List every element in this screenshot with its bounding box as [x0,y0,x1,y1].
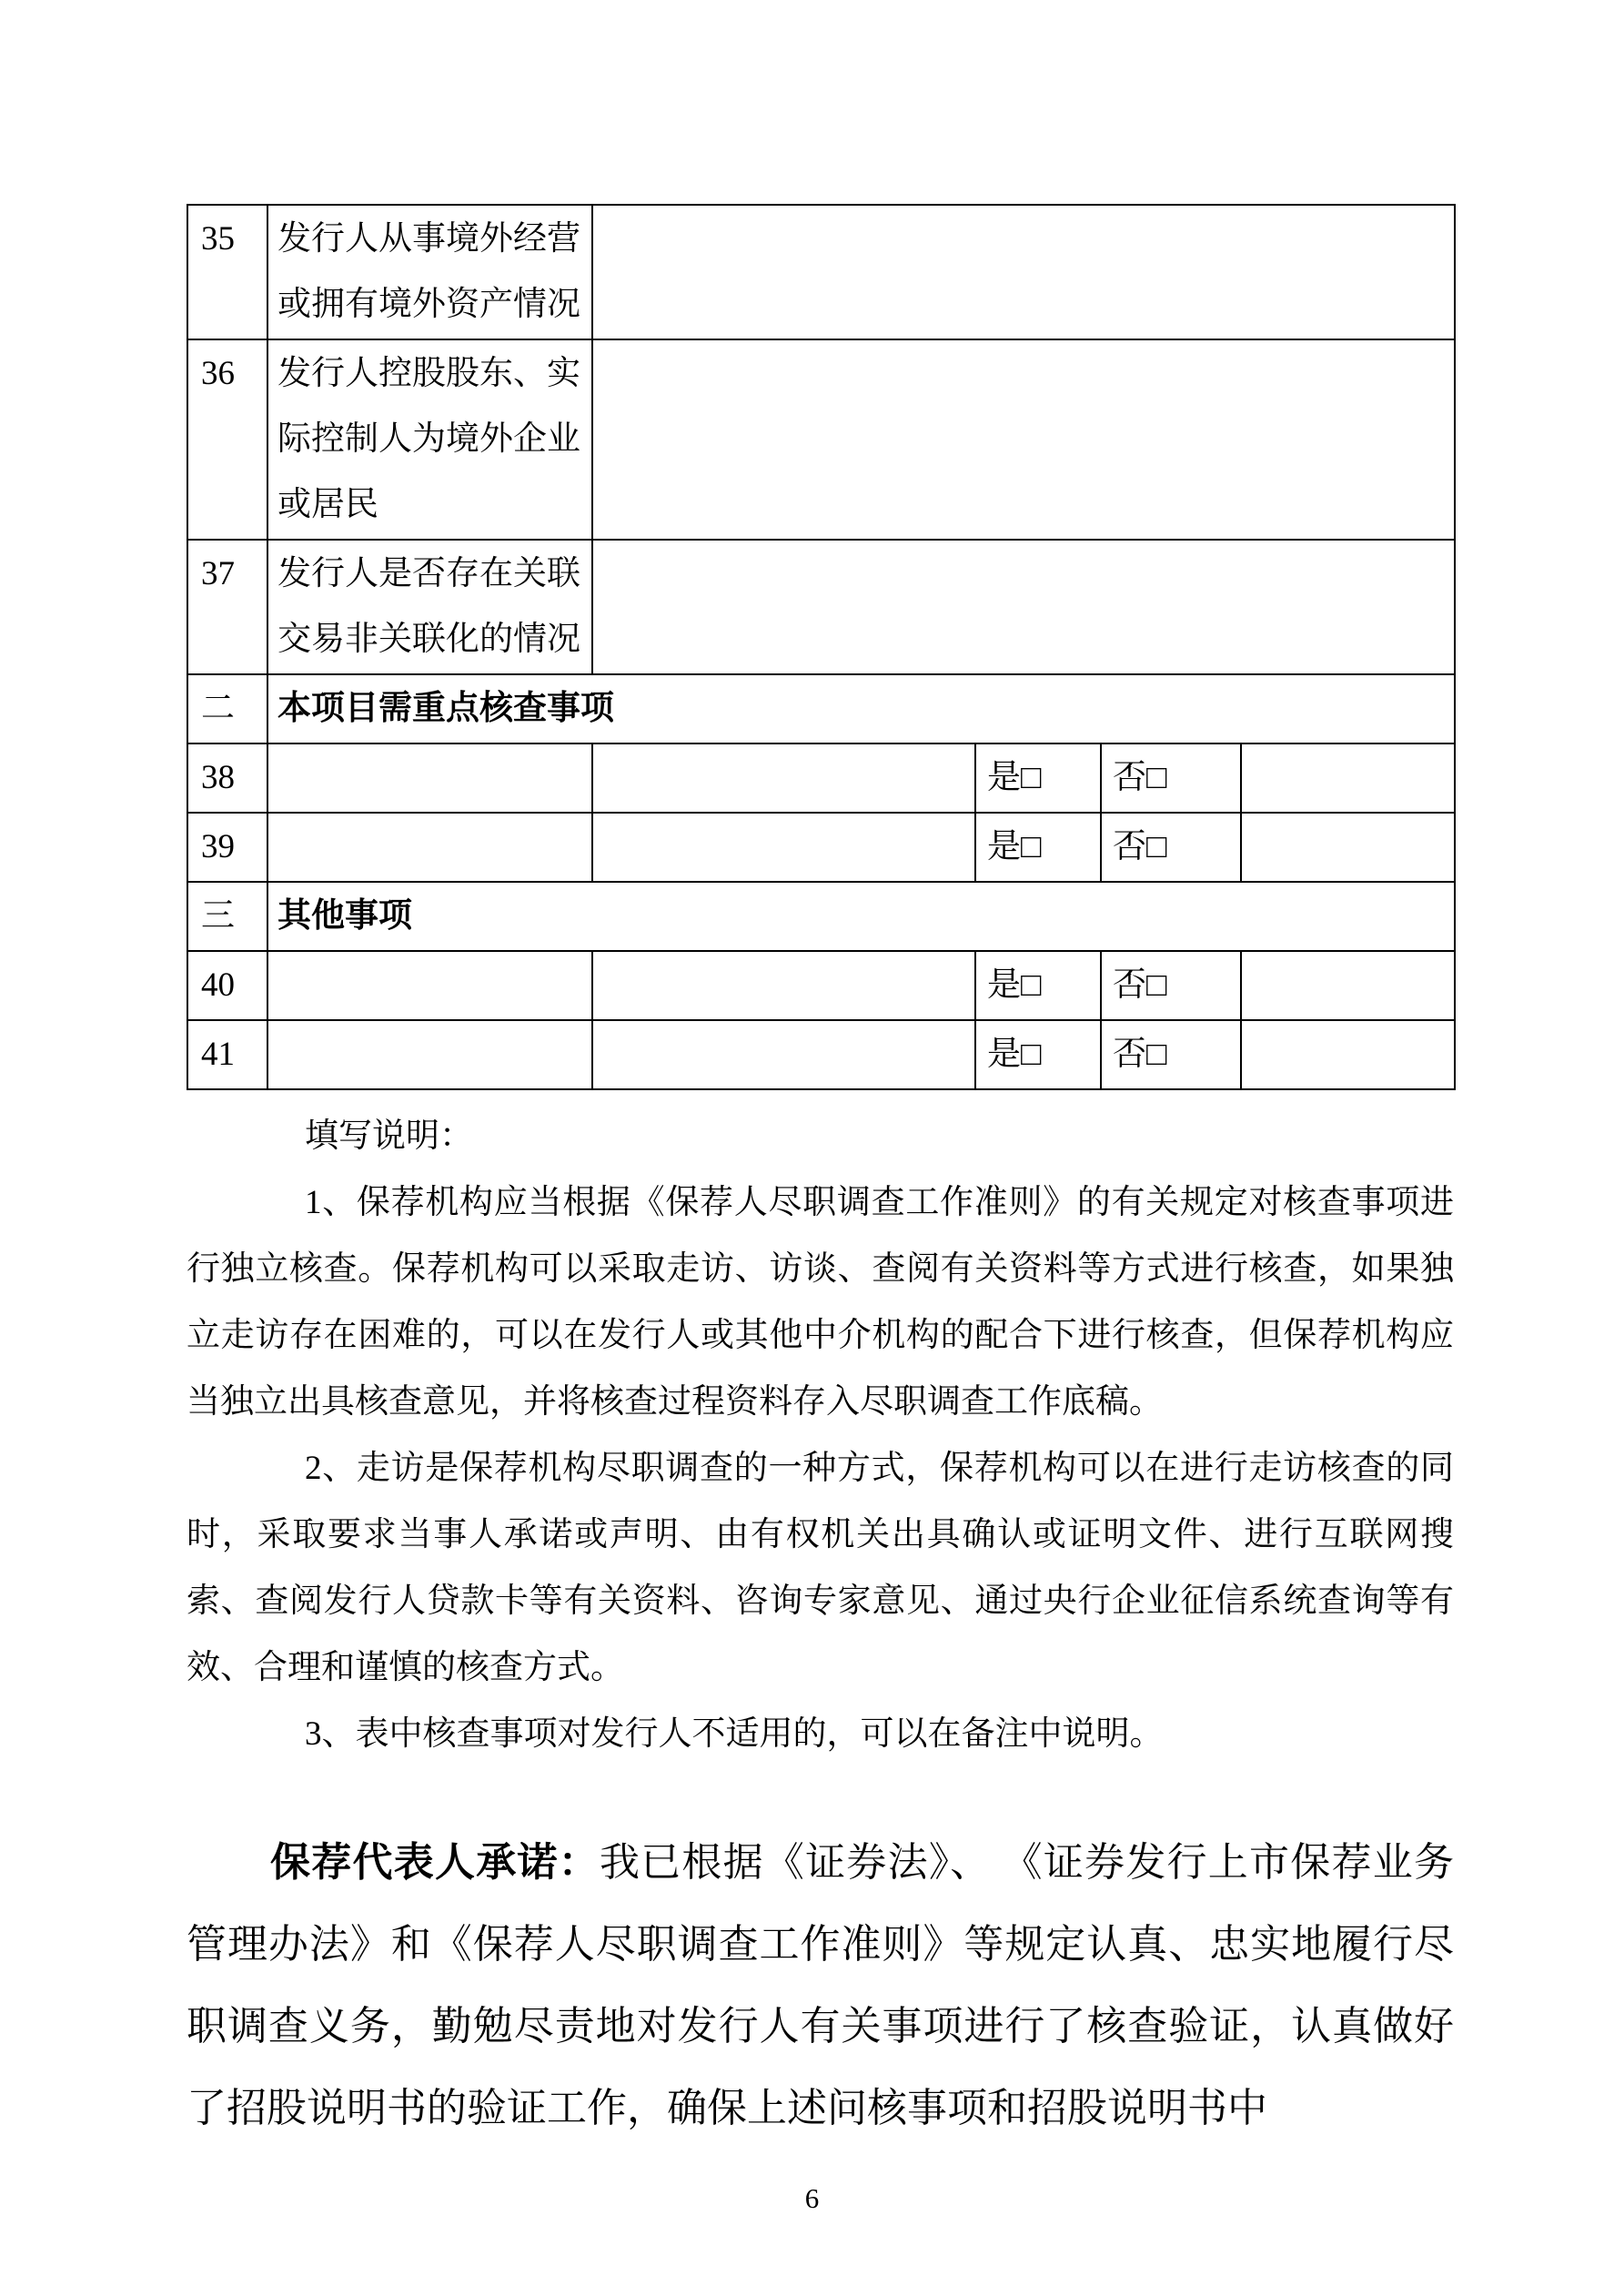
table-row-41 [187,1020,1455,1089]
remark-cell [1241,743,1455,813]
no-checkbox-cell[interactable]: 否□ [1101,1020,1241,1089]
table-row-38 [187,743,1455,813]
instruction-item-3: 3、表中核查事项对发行人不适用的，可以在备注中说明。 [305,1715,1164,1753]
yes-checkbox-cell[interactable]: 是□ [975,951,1101,1020]
document-content [187,204,1454,2149]
item-cell [267,743,592,813]
row-number-cell: 41 [187,1020,267,1089]
yes-checkbox-cell[interactable]: 是□ [975,813,1101,882]
no-checkbox-cell[interactable]: 否□ [1101,951,1241,1020]
promise-lead: 保荐代表人承诺： [270,1840,600,1885]
table-row-35 [187,205,1455,339]
filling-instructions [187,1103,1454,1767]
row-number-cell: 37 [187,540,267,674]
promise-body: 我已根据《证券法》、 《证券发行上市保荐业务管理办法》和《保荐人尽职调查工作准则》等规定认真、忠实地履行尽职调查义务，勤勉尽责地对发行人有关事项进行了核查验证，认真做好了招股说明书的验证工作，确保上述问核事项和招股说明书中 [187,1840,1455,2130]
instructions-heading: 填写说明： [305,1118,473,1155]
content-cell [592,813,975,882]
sponsor-representative-promise [187,1822,1454,2149]
remark-cell [1241,813,1455,882]
section-title-cell: 本项目需重点核查事项 [267,674,1455,743]
verification-table [187,204,1456,1090]
yes-checkbox-cell[interactable]: 是□ [975,1020,1101,1089]
table-row-40 [187,951,1455,1020]
section-title-cell: 其他事项 [267,882,1455,951]
item-cell: 发行人控股股东、实际控制人为境外企业或居民 [267,339,592,540]
yes-checkbox-cell[interactable]: 是□ [975,743,1101,813]
content-cell [592,339,1455,540]
content-cell [592,205,1455,339]
table-row-36 [187,339,1455,540]
content-cell [592,951,975,1020]
row-number-cell: 40 [187,951,267,1020]
content-cell [592,1020,975,1089]
section-number-cell: 三 [187,882,267,951]
row-number-cell: 36 [187,339,267,540]
row-number-cell: 38 [187,743,267,813]
item-cell [267,813,592,882]
item-cell [267,951,592,1020]
item-cell: 发行人是否存在关联交易非关联化的情况 [267,540,592,674]
remark-cell [1241,1020,1455,1089]
instruction-item-1: 1、保荐机构应当根据《保荐人尽职调查工作准则》的有关规定对核查事项进行独立核查。保荐机构可以采取走访、访谈、查阅有关资料等方式进行核查，如果独立走访存在困难的，可以在发行人或其他中介机构的配合下进行核查，但保荐机构应当独立出具核查意见，并将核查过程资料存入尽职调查工作底稿。 [187,1184,1454,1421]
section-row-3 [187,882,1455,951]
section-number-cell: 二 [187,674,267,743]
content-cell [592,743,975,813]
table-row-37 [187,540,1455,674]
page-number: 6 [804,2182,820,2214]
row-number-cell: 39 [187,813,267,882]
instruction-item-2: 2、走访是保荐机构尽职调查的一种方式，保荐机构可以在进行走访核查的同时，采取要求当事人承诺或声明、由有权机关出具确认或证明文件、进行互联网搜索、查阅发行人贷款卡等有关资料、咨询专家意见、通过央行企业征信系统查询等有效、合理和谨慎的核查方式。 [187,1450,1454,1686]
remark-cell [1241,951,1455,1020]
section-row-2 [187,674,1455,743]
no-checkbox-cell[interactable]: 否□ [1101,743,1241,813]
item-cell: 发行人从事境外经营或拥有境外资产情况 [267,205,592,339]
item-cell [267,1020,592,1089]
table-row-39 [187,813,1455,882]
no-checkbox-cell[interactable]: 否□ [1101,813,1241,882]
row-number-cell: 35 [187,205,267,339]
content-cell [592,540,1455,674]
